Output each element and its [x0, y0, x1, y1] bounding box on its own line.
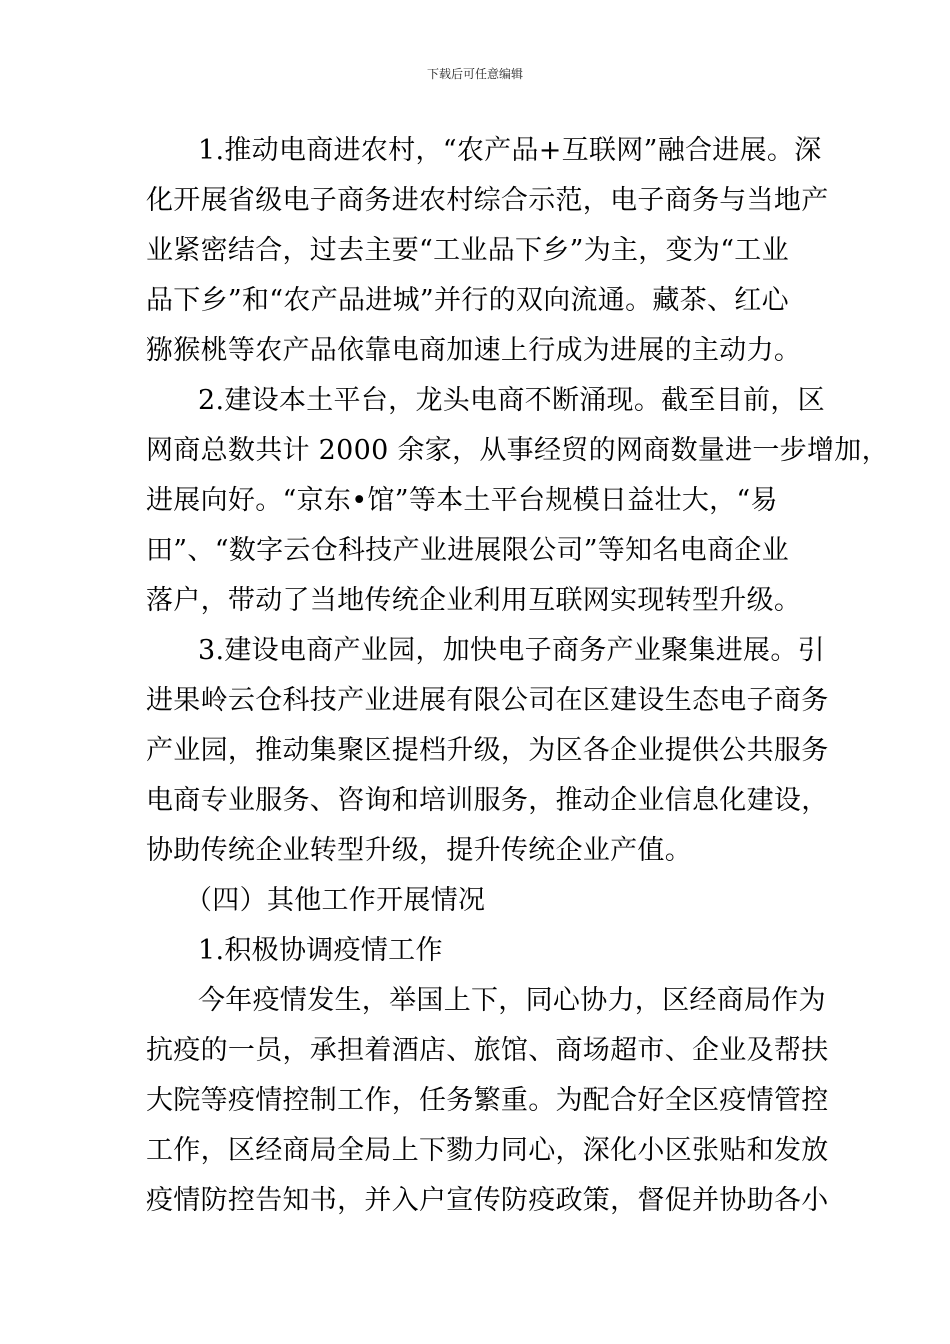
text-line-3: 业紧密结合，过去主要“工业品下乡”为主，变为“工业: [146, 235, 789, 266]
text-line-2: 化开展省级电子商务进农村综合示范，电子商务与当地产: [146, 185, 829, 216]
page-header: 下载后可任意编辑: [426, 67, 523, 81]
text-line-19: 抗疫的一员，承担着酒店、旅馆、商场超市、企业及帮扶: [146, 1035, 829, 1066]
text-line-6: 2.建设本土平台，龙头电商不断涌现。截至目前，区: [198, 385, 825, 416]
text-line-12: 进果岭云仓科技产业进展有限公司在区建设生态电子商务: [146, 685, 829, 716]
text-line-5: 猕猴桃等农产品依靠电商加速上行成为进展的主动力。: [146, 335, 802, 366]
text-line-20: 大院等疫情控制工作，任务繁重。为配合好全区疫情管控: [146, 1085, 829, 1116]
text-line-9: 田”、“数字云仓科技产业进展限公司”等知名电商企业: [146, 535, 789, 566]
text-line-7: 网商总数共计 2000 余家，从事经贸的网商数量进一步增加，: [146, 435, 889, 466]
text-line-15: 协助传统企业转型升级，提升传统企业产值。: [146, 835, 692, 866]
text-line-14: 电商专业服务、咨询和培训服务，推动企业信息化建设，: [146, 785, 829, 816]
text-line-18: 今年疫情发生，举国上下，同心协力，区经商局作为: [198, 985, 826, 1016]
text-line-22: 疫情防控告知书，并入户宣传防疫政策，督促并协助各小: [146, 1185, 829, 1216]
text-line-11: 3.建设电商产业园，加快电子商务产业聚集进展。引: [198, 635, 825, 666]
text-line-13: 产业园，推动集聚区提档升级，为区各企业提供公共服务: [146, 735, 829, 766]
text-line-21: 工作，区经商局全局上下勠力同心，深化小区张贴和发放: [146, 1135, 829, 1166]
subsection-heading: 1.积极协调疫情工作: [198, 935, 443, 966]
section-heading: （四）其他工作开展情况: [185, 885, 486, 916]
text-line-1: 1.推动电商进农村，“农产品+互联网”融合进展。深: [198, 135, 822, 166]
text-line-8: 进展向好。“京东•馆”等本土平台规模日益壮大，“易: [146, 485, 778, 516]
text-line-10: 落户，带动了当地传统企业利用互联网实现转型升级。: [146, 585, 802, 616]
text-line-4: 品下乡”和“农产品进城”并行的双向流通。藏茶、红心: [146, 285, 789, 316]
